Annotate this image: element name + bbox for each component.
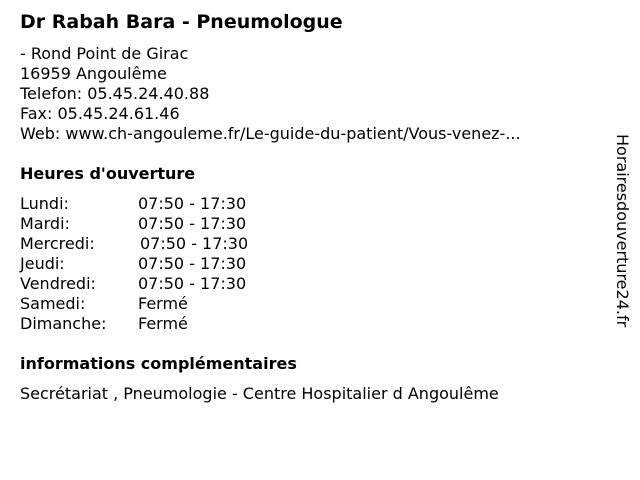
phone-number: Telefon: 05.45.24.40.88 [20, 84, 210, 103]
day-label: Mardi: [20, 214, 70, 233]
opening-hours-heading: Heures d'ouverture [20, 164, 196, 183]
additional-info-text: Secrétariat , Pneumologie - Centre Hospitalier d Angoulême [20, 384, 499, 403]
hours-value: Fermé [138, 314, 188, 333]
day-label: Dimanche: [20, 314, 107, 333]
hours-value: Fermé [138, 294, 188, 313]
page-title: Dr Rabah Bara - Pneumologue [20, 11, 343, 33]
site-brand-label: Horairesdouverture24.fr [613, 134, 632, 328]
hours-value: 07:50 - 17:30 [138, 274, 247, 293]
hours-value: 07:50 - 17:30 [140, 234, 249, 253]
city-postal: 16959 Angoulême [20, 64, 167, 83]
day-label: Mercredi: [20, 234, 95, 253]
additional-info-heading: informations complémentaires [20, 354, 297, 373]
fax-number: Fax: 05.45.24.61.46 [20, 104, 180, 123]
website-link[interactable]: Web: www.ch-angouleme.fr/Le-guide-du-patient/Vous-venez-... [20, 124, 521, 143]
day-label: Lundi: [20, 194, 69, 213]
day-label: Jeudi: [20, 254, 65, 273]
hours-value: 07:50 - 17:30 [138, 194, 247, 213]
hours-value: 07:50 - 17:30 [138, 254, 247, 273]
street-address: - Rond Point de Girac [20, 44, 189, 63]
day-label: Samedi: [20, 294, 86, 313]
address-block [20, 44, 521, 144]
day-label: Vendredi: [20, 274, 96, 293]
hours-value: 07:50 - 17:30 [138, 214, 247, 233]
